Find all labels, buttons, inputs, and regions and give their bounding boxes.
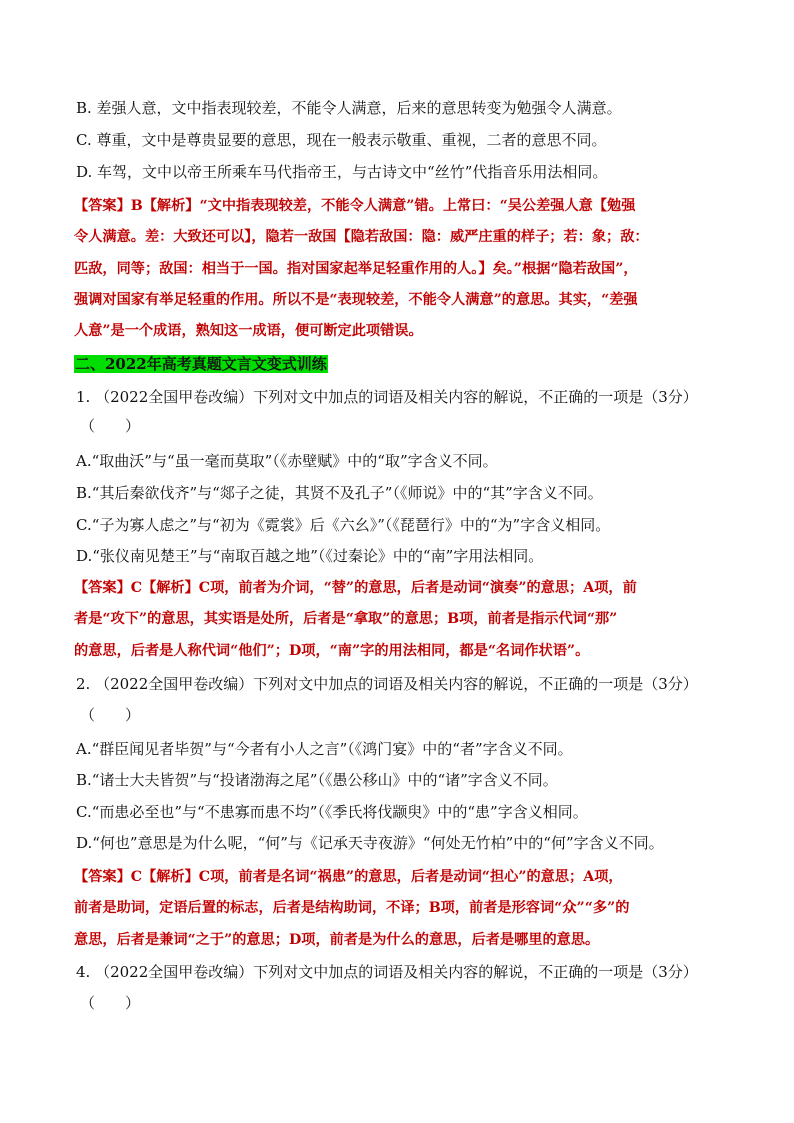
question-1-option-d: D.“张仪南见楚王”与“南取百越之地”（《过秦论》中的“南”字用法相同。 (76, 547, 544, 565)
section-heading (74, 354, 328, 374)
answer-line: 【答案】C【解析】C项，前者为介词，“替”的意思，后者是动词“演奏”的意思；A项，前 (74, 580, 637, 596)
question-2-answer (74, 862, 734, 956)
question-2-option-b: B.“诸士大夫皆贺”与“投诸渤海之尾”（《愚公移山》中的“诸”字含义不同。 (76, 771, 558, 789)
option-c-text: C. 尊重，文中是尊贵显要的意思，现在一般表示敬重、重视，二者的意思不同。 (76, 131, 607, 149)
question-2-option-d: D.“何也”意思是为什么呢，“何”与《记承天寺夜游》“何处无竹柏”中的“何”字含义不同。 (76, 834, 664, 852)
answer-line: 匹敌，同等；敌国：相当于一国。指对国家起举足轻重作用的人。】矣。”根据“隐若敌国”， (74, 260, 638, 277)
answer-line: 【答案】C【解析】C项，前者是名词“祸患”的意思，后者是动词“担心”的意思；A项， (74, 869, 623, 885)
question-2-option-c: C.“而患必至也”与“不患寡而患不均”（《季氏将伐颛臾》中的“患”字含义相同。 (76, 803, 588, 821)
question-2-answer-blank: （ ） (80, 706, 141, 724)
answer-line: 强调对国家有举足轻重的作用。所以不是“表现较差，不能令人满意”的意思。其实，“差强 (74, 291, 638, 308)
section-heading-highlight: 二、2022年高考真题文言文变式训练 (75, 355, 327, 373)
answer-line: 意思，后者是兼词“之于”的意思；D项，前者是为什么的意思，后者是哪里的意思。 (74, 931, 600, 948)
question-1-stem: 1. （2022全国甲卷改编）下列对文中加点的词语及相关内容的解说，不正确的一项是（3分） (76, 388, 698, 406)
answer-line: 【答案】B【解析】“文中指表现较差，不能令人满意”错。上常曰：“吴公差强人意【勉强 (74, 198, 636, 214)
question-1-option-a: A.“取曲沃”与“虽一毫而莫取”（《赤壁赋》中的“取”字含义不同。 (76, 452, 498, 470)
answer-line: 人意”是一个成语，熟知这一成语，便可断定此项错误。 (74, 323, 423, 340)
option-d-text: D. 车驾，文中以帝王所乘车马代指帝王，与古诗文中“丝竹”代指音乐用法相同。 (76, 163, 608, 181)
question-1-answer (74, 573, 734, 667)
question-1-answer-blank: （ ） (80, 417, 141, 435)
question-4-stem: 4. （2022全国甲卷改编）下列对文中加点的词语及相关内容的解说，不正确的一项是（3分） (76, 963, 698, 981)
answer-explanation (74, 191, 734, 347)
option-b-text: B. 差强人意，文中指表现较差，不能令人满意，后来的意思转变为勉强令人满意。 (76, 99, 622, 117)
question-2-stem: 2. （2022全国甲卷改编）下列对文中加点的词语及相关内容的解说，不正确的一项是（3分） (76, 675, 698, 693)
question-1-option-b: B.“其后秦欲伐齐”与“郯子之徒，其贤不及孔子”（《师说》中的“其”字含义不同。 (76, 484, 603, 502)
answer-line: 的意思，后者是人称代词“他们”；D项，“南”字的用法相同，都是“名词作状语”。 (74, 642, 590, 659)
question-1-option-c: C.“子为寡人虑之”与“初为《霓裳》后《六幺》”（《琵琶行》中的“为”字含义相同。 (76, 516, 611, 534)
answer-line: 者是“攻下”的意思，其实语是处所，后者是“拿取”的意思；B项，前者是指示代词“那” (74, 611, 618, 628)
answer-line: 前者是助词，定语后置的标志，后者是结构助词，不译；B项，前者是形容词“众”“多”的 (74, 900, 630, 917)
question-4-answer-blank: （ ） (80, 994, 141, 1012)
question-2-option-a: A.“群臣闻见者毕贺”与“今者有小人之言”（《鸿门宴》中的“者”字含义不同。 (76, 740, 573, 758)
answer-line: 令人满意。差：大致还可以】，隐若一敌国【隐若敌国：隐：威严庄重的样子；若：象；敌： (74, 229, 649, 246)
